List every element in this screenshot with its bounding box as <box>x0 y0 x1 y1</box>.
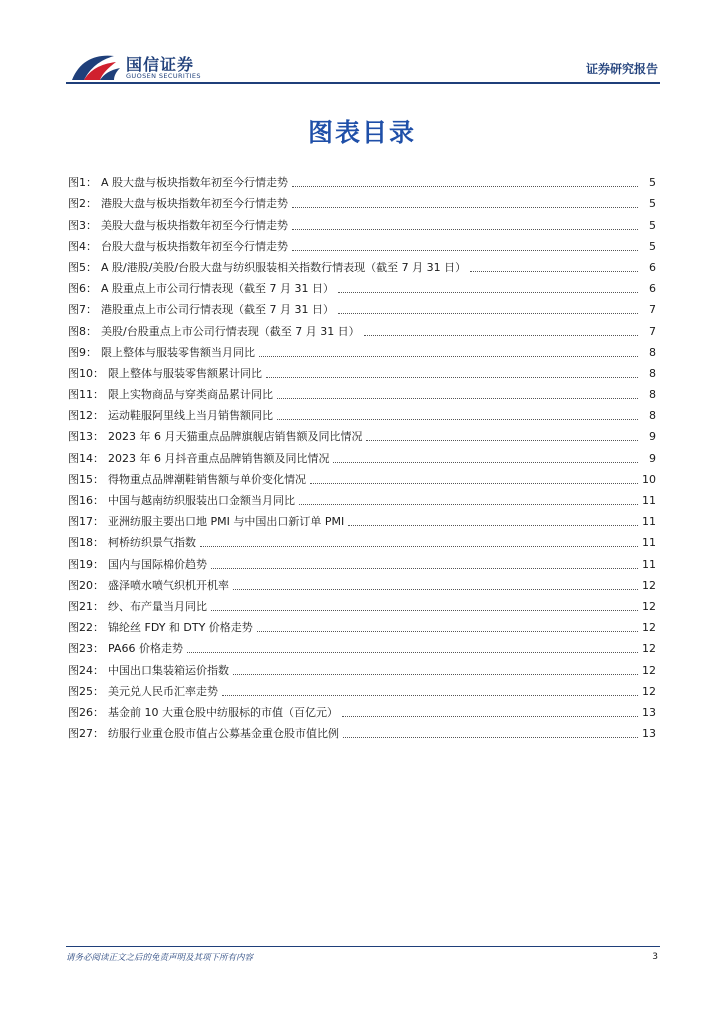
toc-figure-title: 美股大盘与板块指数年初至今行情走势 <box>101 218 288 232</box>
guosen-logo <box>70 50 210 86</box>
toc-dot-leader <box>338 291 638 293</box>
toc-figure-title: 限上实物商品与穿类商品累计同比 <box>108 388 273 402</box>
toc-figure-number: 图10： <box>68 366 104 380</box>
toc-page-number: 11 <box>642 536 656 550</box>
toc-entry[interactable] <box>68 169 656 190</box>
toc-page-number: 12 <box>642 621 656 635</box>
toc-dot-leader <box>233 673 638 675</box>
toc-figure-number: 图7： <box>68 303 97 317</box>
toc-entry[interactable] <box>68 444 656 465</box>
toc-entry[interactable] <box>68 275 656 296</box>
toc-figure-title: 锦纶丝 FDY 和 DTY 价格走势 <box>108 621 253 635</box>
toc-figure-number: 图15： <box>68 472 104 486</box>
header-divider <box>66 82 660 84</box>
toc-page-number: 11 <box>642 494 656 507</box>
toc-figure-title: 运动鞋服阿里线上当月销售额同比 <box>108 409 273 423</box>
toc-figure-title: 得物重点品牌潮鞋销售额与单价变化情况 <box>108 472 306 486</box>
toc-figure-title: 纺服行业重仓股市值占公募基金重仓股市值比例 <box>108 727 339 741</box>
page-number: 3 <box>652 952 658 962</box>
toc-page-number: 12 <box>642 663 656 677</box>
toc-page-number: 8 <box>649 345 656 359</box>
toc-dot-leader <box>187 651 638 653</box>
toc-figure-number: 图11： <box>68 388 104 402</box>
toc-figure-title: A 股重点上市公司行情表现（截至 7 月 31 日） <box>101 282 335 296</box>
toc-dot-leader <box>200 545 638 547</box>
toc-page-number: 12 <box>642 599 656 613</box>
toc-figure-number: 图1： <box>68 176 97 190</box>
toc-entry[interactable] <box>68 678 656 699</box>
toc-figure-number: 图22： <box>68 621 104 635</box>
toc-entry[interactable] <box>68 699 656 720</box>
toc-figure-number: 图12： <box>68 409 104 423</box>
toc-figure-number: 图21： <box>68 599 104 613</box>
toc-page-number: 10 <box>642 472 656 486</box>
toc-entry[interactable] <box>68 593 656 614</box>
toc-page-number: 8 <box>649 366 656 380</box>
toc-figure-title: 港股重点上市公司行情表现（截至 7 月 31 日） <box>101 303 334 317</box>
toc-entry[interactable] <box>68 423 656 444</box>
toc-figure-number: 图26： <box>68 705 104 719</box>
toc-entry[interactable] <box>68 211 656 232</box>
toc-entry[interactable] <box>68 550 656 571</box>
toc-page-number: 5 <box>649 239 656 253</box>
toc-entry[interactable] <box>68 487 656 508</box>
toc-dot-leader <box>470 270 638 272</box>
toc-dot-leader <box>292 185 638 187</box>
guosen-logo-mark-icon <box>70 50 122 84</box>
toc-dot-leader <box>292 206 638 208</box>
toc-page-number: 12 <box>642 684 656 698</box>
toc-entry[interactable] <box>68 508 656 529</box>
toc-figure-number: 图5： <box>68 260 97 274</box>
toc-dot-leader <box>266 376 638 378</box>
footer-divider <box>66 946 660 947</box>
footer-disclaimer: 请务必阅读正文之后的免责声明及其项下所有内容 <box>66 953 254 963</box>
toc-figure-title: 基金前 10 大重仓股中纺服标的市值（百亿元） <box>108 705 338 719</box>
toc-figure-number: 图9： <box>68 345 97 359</box>
toc-dot-leader <box>277 397 638 399</box>
toc-page-number: 13 <box>642 705 656 719</box>
toc-figure-number: 图20： <box>68 578 104 592</box>
toc-dot-leader <box>342 715 638 717</box>
toc-entry[interactable] <box>68 529 656 550</box>
toc-dot-leader <box>222 694 638 696</box>
brand-name-cn: 国信证券 <box>126 55 195 74</box>
toc-dot-leader <box>310 482 638 484</box>
toc-dot-leader <box>292 228 638 230</box>
toc-page-number: 7 <box>649 324 656 338</box>
toc-page-number: 6 <box>649 260 656 274</box>
toc-entry[interactable] <box>68 296 656 317</box>
toc-entry[interactable] <box>68 339 656 360</box>
toc-dot-leader <box>366 439 638 441</box>
toc-figure-title: 2023 年 6 月天猫重点品牌旗舰店销售额及同比情况 <box>108 430 363 444</box>
toc-page-number: 11 <box>642 557 656 571</box>
toc-page-number: 5 <box>649 176 656 190</box>
toc-dot-leader <box>292 249 638 251</box>
toc-dot-leader <box>338 312 638 314</box>
toc-figure-number: 图19： <box>68 557 104 571</box>
toc-figure-number: 图3： <box>68 218 97 232</box>
toc-page-number: 6 <box>649 282 656 296</box>
toc-page-number: 12 <box>642 642 656 656</box>
toc-figure-title: PA66 价格走势 <box>108 642 183 656</box>
toc-figure-title: 中国出口集装箱运价指数 <box>108 663 229 677</box>
toc-figure-title: 亚洲纺服主要出口地 PMI 与中国出口新订单 PMI <box>108 515 345 529</box>
toc-figure-number: 图13： <box>68 430 104 444</box>
toc-entry[interactable] <box>68 402 656 423</box>
toc-page-number: 9 <box>649 430 656 444</box>
figure-index-list <box>68 169 656 741</box>
toc-figure-title: 盛泽喷水喷气织机开机率 <box>108 578 229 592</box>
toc-page-number: 8 <box>649 388 656 402</box>
toc-figure-title: 2023 年 6 月抖音重点品牌销售额及同比情况 <box>108 451 330 465</box>
page-title: 图表目录 <box>307 118 416 147</box>
page-header <box>0 0 724 86</box>
toc-entry[interactable] <box>68 233 656 254</box>
toc-page-number: 12 <box>642 578 656 592</box>
toc-page-number: 5 <box>649 218 656 232</box>
toc-figure-number: 图23： <box>68 642 104 656</box>
toc-entry[interactable] <box>68 614 656 635</box>
toc-figure-number: 图27： <box>68 727 104 741</box>
toc-figure-number: 图8： <box>68 324 97 338</box>
toc-figure-number: 图2： <box>68 197 97 211</box>
toc-figure-title: 港股大盘与板块指数年初至今行情走势 <box>101 197 288 211</box>
toc-figure-title: 美股/台股重点上市公司行情表现（截至 7 月 31 日） <box>101 324 360 338</box>
report-type-label: 证券研究报告 <box>585 62 658 76</box>
toc-figure-title: A 股大盘与板块指数年初至今行情走势 <box>101 176 289 190</box>
toc-figure-number: 图24： <box>68 663 104 677</box>
toc-entry[interactable] <box>68 381 656 402</box>
toc-figure-title: A 股/港股/美股/台股大盘与纺织服装相关指数行情表现（截至 7 月 31 日） <box>101 260 467 274</box>
toc-dot-leader <box>277 418 638 420</box>
toc-figure-number: 图17： <box>68 515 104 529</box>
toc-figure-number: 图6： <box>68 282 97 296</box>
toc-figure-number: 图16： <box>68 494 104 507</box>
toc-page-number: 8 <box>649 409 656 423</box>
toc-figure-number: 图18： <box>68 536 104 550</box>
toc-figure-number: 图25： <box>68 684 104 698</box>
toc-figure-title: 纱、布产量当月同比 <box>108 599 207 613</box>
toc-entry[interactable] <box>68 317 656 338</box>
toc-figure-title: 柯桥纺织景气指数 <box>108 536 196 550</box>
toc-dot-leader <box>257 630 638 632</box>
toc-dot-leader <box>348 524 638 526</box>
toc-dot-leader <box>259 355 638 357</box>
toc-page-number: 13 <box>642 727 656 741</box>
toc-figure-title: 台股大盘与板块指数年初至今行情走势 <box>101 239 288 253</box>
toc-entry[interactable] <box>68 466 656 487</box>
toc-figure-title: 中国与越南纺织服装出口金额当月同比 <box>108 494 295 507</box>
toc-dot-leader <box>211 567 638 569</box>
toc-figure-number: 图14： <box>68 451 104 465</box>
toc-entry[interactable] <box>68 360 656 381</box>
toc-page-number: 9 <box>649 451 656 465</box>
toc-entry[interactable] <box>68 720 656 741</box>
toc-dot-leader <box>211 609 638 611</box>
toc-entry[interactable] <box>68 656 656 677</box>
toc-figure-title: 美元兑人民币汇率走势 <box>108 684 218 698</box>
toc-page-number: 7 <box>649 303 656 317</box>
toc-entry[interactable] <box>68 572 656 593</box>
toc-entry[interactable] <box>68 190 656 211</box>
toc-dot-leader <box>333 461 638 463</box>
toc-entry[interactable] <box>68 254 656 275</box>
toc-figure-title: 限上整体与服装零售额当月同比 <box>101 345 255 359</box>
toc-figure-title: 限上整体与服装零售额累计同比 <box>108 366 262 380</box>
toc-entry[interactable] <box>68 635 656 656</box>
toc-dot-leader <box>343 736 638 738</box>
brand-name-en: GUOSEN SECURITIES <box>126 72 201 80</box>
toc-figure-number: 图4： <box>68 239 97 253</box>
toc-dot-leader <box>299 503 638 505</box>
toc-dot-leader <box>364 334 638 336</box>
toc-page-number: 11 <box>642 515 656 529</box>
toc-figure-title: 国内与国际棉价趋势 <box>108 557 207 571</box>
toc-page-number: 5 <box>649 197 656 211</box>
toc-dot-leader <box>233 588 638 590</box>
